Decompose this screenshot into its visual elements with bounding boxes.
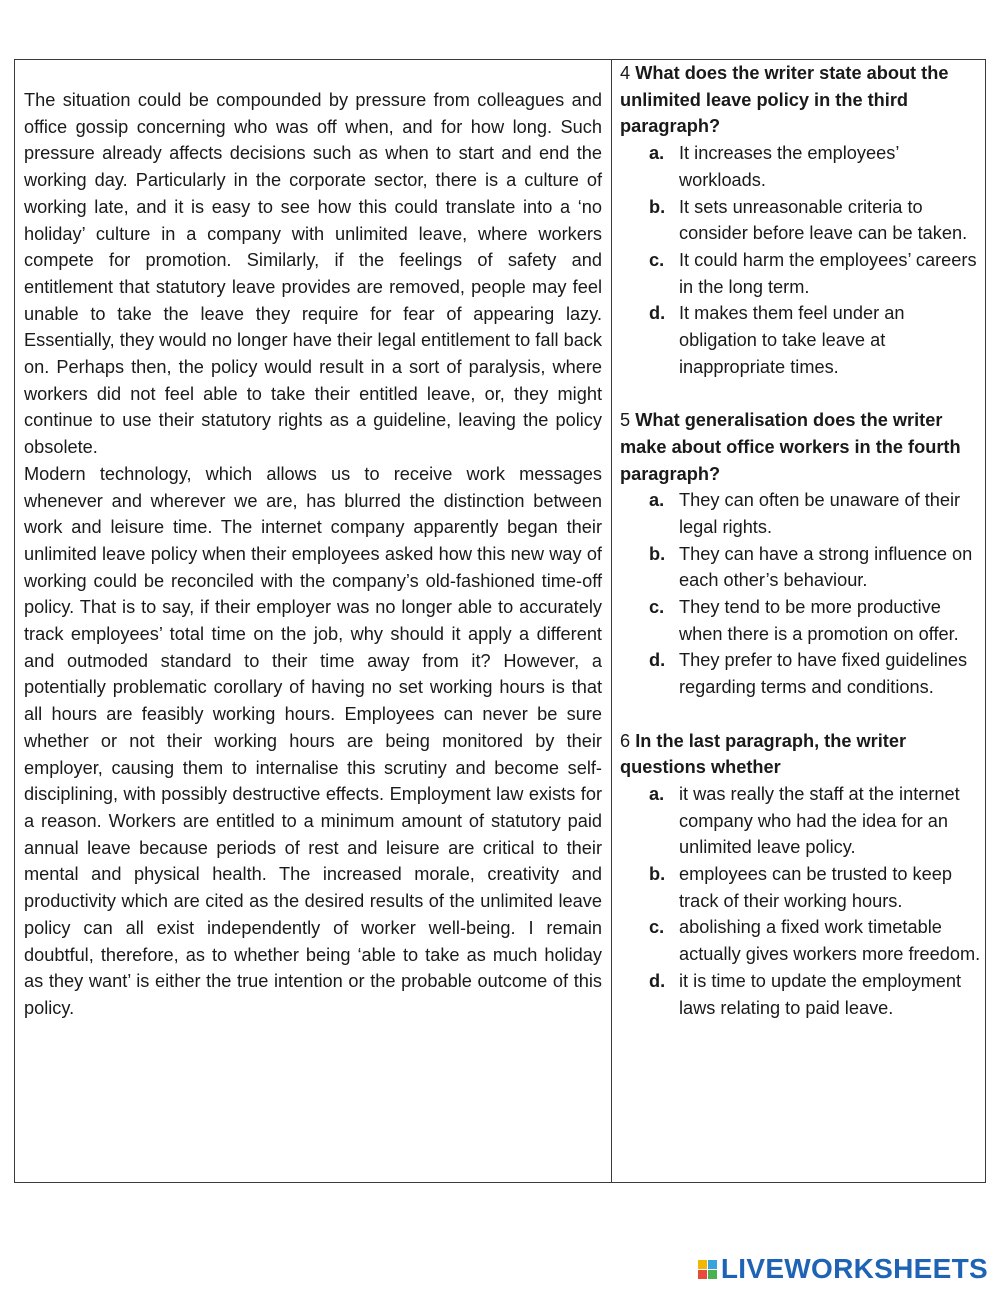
answer-option-d[interactable] bbox=[620, 647, 981, 700]
answer-option-c[interactable] bbox=[620, 914, 981, 967]
answer-option-c[interactable] bbox=[620, 594, 981, 647]
logo-tile bbox=[708, 1270, 717, 1279]
option-letter: b. bbox=[649, 543, 666, 564]
option-letter: a. bbox=[649, 143, 665, 164]
option-letter: c. bbox=[649, 597, 665, 618]
option-text: It could harm the employees’ careers in the long term. bbox=[679, 249, 977, 297]
answer-option-b[interactable] bbox=[620, 861, 981, 914]
option-text: It sets unreasonable criteria to consider before leave can be taken. bbox=[679, 196, 968, 244]
logo-tile bbox=[708, 1260, 717, 1269]
option-letter: b. bbox=[649, 196, 666, 217]
answer-option-b[interactable] bbox=[620, 194, 981, 247]
reading-passage bbox=[15, 60, 612, 1182]
option-letter: a. bbox=[649, 783, 665, 804]
option-text: it is time to update the employment laws relating to paid leave. bbox=[679, 970, 962, 1018]
passage-paragraph: Modern technology, which allows us to receive work messages whenever and wherever we are, has blurred the distinction between work and leisure time. The internet company apparently began their unlimited leave policy when their employees asked how this new way of working could be reconciled with the company’s old-fashioned time-off policy. That is to say, if their employer was no longer able to accurately track employees’ total time on the job, why should it apply a different and outmoded standard to their time away from it? However, a potentially problematic corollary of having no set working hours is that all hours are feasibly working hours. Employees can never be sure whether or not their working hours are being monitored by their employer, causing them to internalise this scrutiny and become self-disciplining, with possibly destructive effects. Employment law exists for a reason. Workers are entitled to a minimum amount of statutory paid annual leave because periods of rest and leisure are critical to their mental and physical health. The increased morale, creativity and productivity which are cited as the desired results of the unlimited leave policy can all exist independently of worker well-being. I remain doubtful, therefore, as to whether being ‘able to take as much holiday as they want’ is either the true intention or the probable outcome of this policy. bbox=[24, 463, 602, 1018]
option-text: They can often be unaware of their legal rights. bbox=[679, 490, 961, 537]
option-letter: b. bbox=[649, 864, 666, 885]
option-text: employees can be trusted to keep track of their working hours. bbox=[679, 864, 952, 911]
question-4 bbox=[620, 60, 981, 380]
option-letter: c. bbox=[649, 249, 665, 270]
question-number: 4 bbox=[620, 63, 631, 83]
liveworksheets-logo-icon bbox=[698, 1260, 717, 1279]
question-number: 5 bbox=[620, 410, 631, 431]
logo-tile bbox=[698, 1260, 707, 1269]
question-number: 6 bbox=[620, 730, 631, 751]
answer-options bbox=[620, 140, 981, 380]
questions-column bbox=[612, 60, 985, 1182]
answer-options bbox=[620, 781, 981, 1021]
question-5 bbox=[620, 407, 981, 701]
answer-option-b[interactable] bbox=[620, 541, 981, 594]
worksheet-table bbox=[14, 59, 986, 1183]
option-text: It increases the employees’ workloads. bbox=[679, 143, 899, 190]
option-letter: d. bbox=[649, 970, 666, 991]
answer-option-a[interactable] bbox=[620, 140, 981, 193]
answer-option-d[interactable] bbox=[620, 968, 981, 1021]
answer-option-a[interactable] bbox=[620, 781, 981, 861]
question-text: In the last paragraph, the writer questions whether bbox=[620, 730, 907, 778]
question-stem bbox=[620, 60, 981, 140]
question-stem bbox=[620, 728, 981, 781]
answer-option-a[interactable] bbox=[620, 487, 981, 540]
option-text: They can have a strong influence on each other’s behaviour. bbox=[679, 543, 973, 591]
logo-tile bbox=[698, 1270, 707, 1279]
question-text: What generalisation does the writer make about office workers in the fourth paragraph? bbox=[620, 410, 961, 484]
option-text: They prefer to have fixed guidelines regarding terms and conditions. bbox=[679, 650, 968, 698]
answer-option-d[interactable] bbox=[620, 300, 981, 380]
option-letter: d. bbox=[649, 650, 666, 671]
option-text: They tend to be more productive when there is a promotion on offer. bbox=[679, 597, 959, 644]
question-text: What does the writer state about the unlimited leave policy in the third paragraph? bbox=[620, 63, 949, 137]
passage-paragraph: The situation could be compounded by pressure from colleagues and office gossip concerning who was off when, and for how long. Such pressure already affects decisions such as when to start and end the working day. Particularly in the corporate sector, there is a culture of working late, and it is easy to see how this could translate into a ‘no holiday’ culture in a company with unlimited leave, where workers compete for promotion. Similarly, if the feelings of safety and entitlement that statutory leave provides are removed, people may feel unable to take the leave they require for fear of appearing lazy. Essentially, they would no longer have their legal entitlement to fall back on. Perhaps then, the policy would result in a sort of paralysis, where workers did not feel able to take their entitled leave, or, they might continue to use their statutory rights as a guideline, leaving the policy obsolete. bbox=[24, 90, 602, 458]
option-text: It makes them feel under an obligation to take leave at inappropriate times. bbox=[679, 303, 905, 377]
answer-options bbox=[620, 487, 981, 701]
option-letter: d. bbox=[649, 303, 666, 324]
option-text: it was really the staff at the internet company who had the idea for an unlimited leave policy. bbox=[679, 783, 960, 858]
answer-option-c[interactable] bbox=[620, 247, 981, 300]
option-letter: c. bbox=[649, 917, 665, 938]
question-stem bbox=[620, 407, 981, 487]
question-6 bbox=[620, 728, 981, 1022]
liveworksheets-logo[interactable] bbox=[698, 1254, 988, 1284]
option-text: abolishing a fixed work timetable actually gives workers more freedom. bbox=[679, 917, 981, 965]
option-letter: a. bbox=[649, 490, 665, 511]
logo-wordmark: LIVEWORKSHEETS bbox=[720, 1253, 988, 1284]
